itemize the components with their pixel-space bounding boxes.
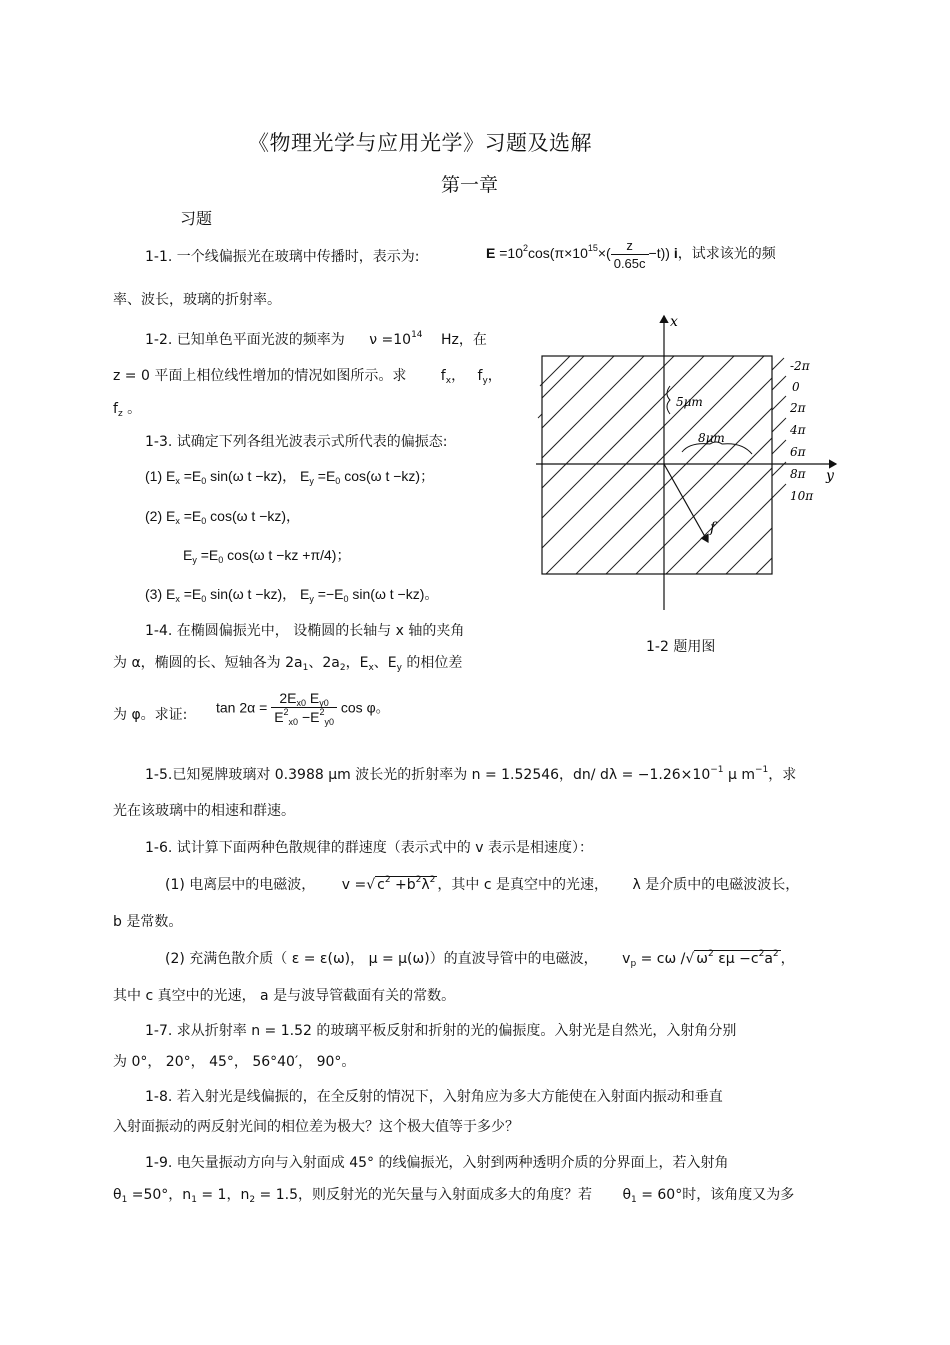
f-label: f xyxy=(710,520,716,536)
phase-label-4: 6π xyxy=(790,445,806,459)
problem-1-1-line1: 1-1. 一个线偏振光在玻璃中传播时，表示为: xyxy=(145,249,420,265)
problem-1-2-line1: 1-2. 已知单色平面光波的频率为 $\nu =10^{14}$ Hz，在 xyxy=(145,330,487,348)
problem-1-2-line2: z = 0 平面上相位线性增加的情况如图所示。求 $f_x$， $f_y$， xyxy=(113,368,502,386)
problem-1-3-case2b: $E_y =E_0$ cos(ω t −kz +π/4)； xyxy=(183,547,351,565)
phase-label-6: 10π xyxy=(790,489,814,503)
x-axis-label: x xyxy=(670,314,678,330)
problem-1-6-line3: b 是常数。 xyxy=(113,914,183,930)
problem-1-5-line1: 1-5.已知冕牌玻璃对 0.3988 μm 波长光的折射率为 n = 1.52546，dn/ $d\lambda = -1.26\times 10^{-1}$ μ $m^{-1}$，求 xyxy=(145,765,797,783)
problem-1-3-case3: (3) $E_x =E_0$ sin(ω t −kz)， $E_y =-E_0$ sin(ω t −kz)。 xyxy=(145,586,439,604)
phase-label-2: 2π xyxy=(790,401,806,415)
dim-8um-label: 8μm xyxy=(698,431,725,445)
problem-1-7-line1: 1-7. 求从折射率 n = 1.52 的玻璃平板反射和折射的光的偏振度。入射光是自然光，入射角分别 xyxy=(145,1023,737,1039)
phase-label-1: 0 xyxy=(792,380,800,394)
problem-1-6-line5: 其中 c 真空中的光速， a 是与波导管截面有关的常数。 xyxy=(113,988,456,1004)
problem-1-6-line1: 1-6. 试计算下面两种色散规律的群速度（表示式中的 v 表示是相速度）： xyxy=(145,840,593,856)
problem-1-4-line2: 为 α，椭圆的长、短轴各为 $2a_1$、$2a_2$，$E_x$、$E_y$ 的相位差 xyxy=(113,655,463,673)
problem-1-7-line2: 为 0°， 20°， 45°， 56°40′， 90°。 xyxy=(113,1054,356,1070)
figure-1-2 xyxy=(530,310,850,630)
problem-1-1-line2: 率、波长，玻璃的折射率。 xyxy=(113,292,281,308)
document-title: 《物理光学与应用光学》习题及选解 xyxy=(248,131,592,155)
problem-1-3-line1: 1-3. 试确定下列各组光波表示式所代表的偏振态: xyxy=(145,434,448,450)
problem-1-3-case1: (1) $E_x =E_0$ sin(ω t −kz)， $E_y =E_0$ cos(ω t −kz)； xyxy=(145,468,435,486)
problem-1-1-equation: $E =10^2\cos(\pi\times 10^{15}\times$( $\frac{z}{0.65c}$ −t)) i，试求该光的频 xyxy=(486,238,776,271)
problem-1-2-line3: $f_z$ 。 xyxy=(113,401,142,419)
problem-1-8-line1: 1-8. 若入射光是线偏振的，在全反射的情况下，入射角应为多大方能使在入射面内振动和垂直 xyxy=(145,1089,723,1105)
phase-lines-outside xyxy=(538,356,786,498)
figure-frame xyxy=(542,356,772,574)
problem-1-5-line2: 光在该玻璃中的相速和群速。 xyxy=(113,803,295,819)
figure-caption: 1-2 题用图 xyxy=(646,639,716,655)
problem-1-6-case1: (1) 电离层中的电磁波， v =√ $c^2 +b^2\lambda^2$ ，其中 c 是真空中的光速， λ 是介质中的电磁波波长， xyxy=(165,875,800,893)
problem-1-4-line1: 1-4. 在椭圆偏振光中， 设椭圆的长轴与 x 轴的夹角 xyxy=(145,623,465,639)
phase-label-0: -2π xyxy=(790,359,810,373)
chapter-heading: 第一章 xyxy=(441,174,499,196)
problem-1-4-equation: tan 2α = $\frac{2E_{x0} E_{y0}}{E^2_{x0} -E^2_{y0}}$ cos φ。 xyxy=(216,690,390,727)
problem-1-4-line3: 为 φ。求证: xyxy=(113,707,188,723)
problem-1-9-line1: 1-9. 电矢量振动方向与入射面成 45° 的线偏振光，入射到两种透明介质的分界面上，若入射角 xyxy=(145,1155,729,1171)
problem-1-6-case2: (2) 充满色散介质（ ε = ε(ω)， μ = μ(ω)）的直波导管中的电磁波， $v_p = c\omega$ /√ $\omega^2$ $\varepsilon\mu -c^2a^2$ ， xyxy=(165,949,795,969)
phase-label-5: 8π xyxy=(790,467,806,481)
y-axis-label: y xyxy=(826,468,834,484)
problem-1-3-case2a: (2) $E_x =E_0$ cos(ω t −kz)， xyxy=(145,508,301,526)
section-heading: 习题 xyxy=(180,209,213,228)
phase-label-3: 4π xyxy=(790,423,806,437)
f-vector xyxy=(664,464,708,542)
problem-1-8-line2: 入射面振动的两反射光间的相位差为极大？这个极大值等于多少？ xyxy=(113,1119,519,1135)
problem-1-9-line2: $\theta_1 =50^\circ$，$n_1 = 1$，$n_2 = 1.5$，则反射光的光矢量与入射面成多大的角度？若 $\theta_1 = 60^\circ$时，该角度又为多 xyxy=(113,1187,795,1205)
dim-5um-label: 5μm xyxy=(676,395,703,409)
